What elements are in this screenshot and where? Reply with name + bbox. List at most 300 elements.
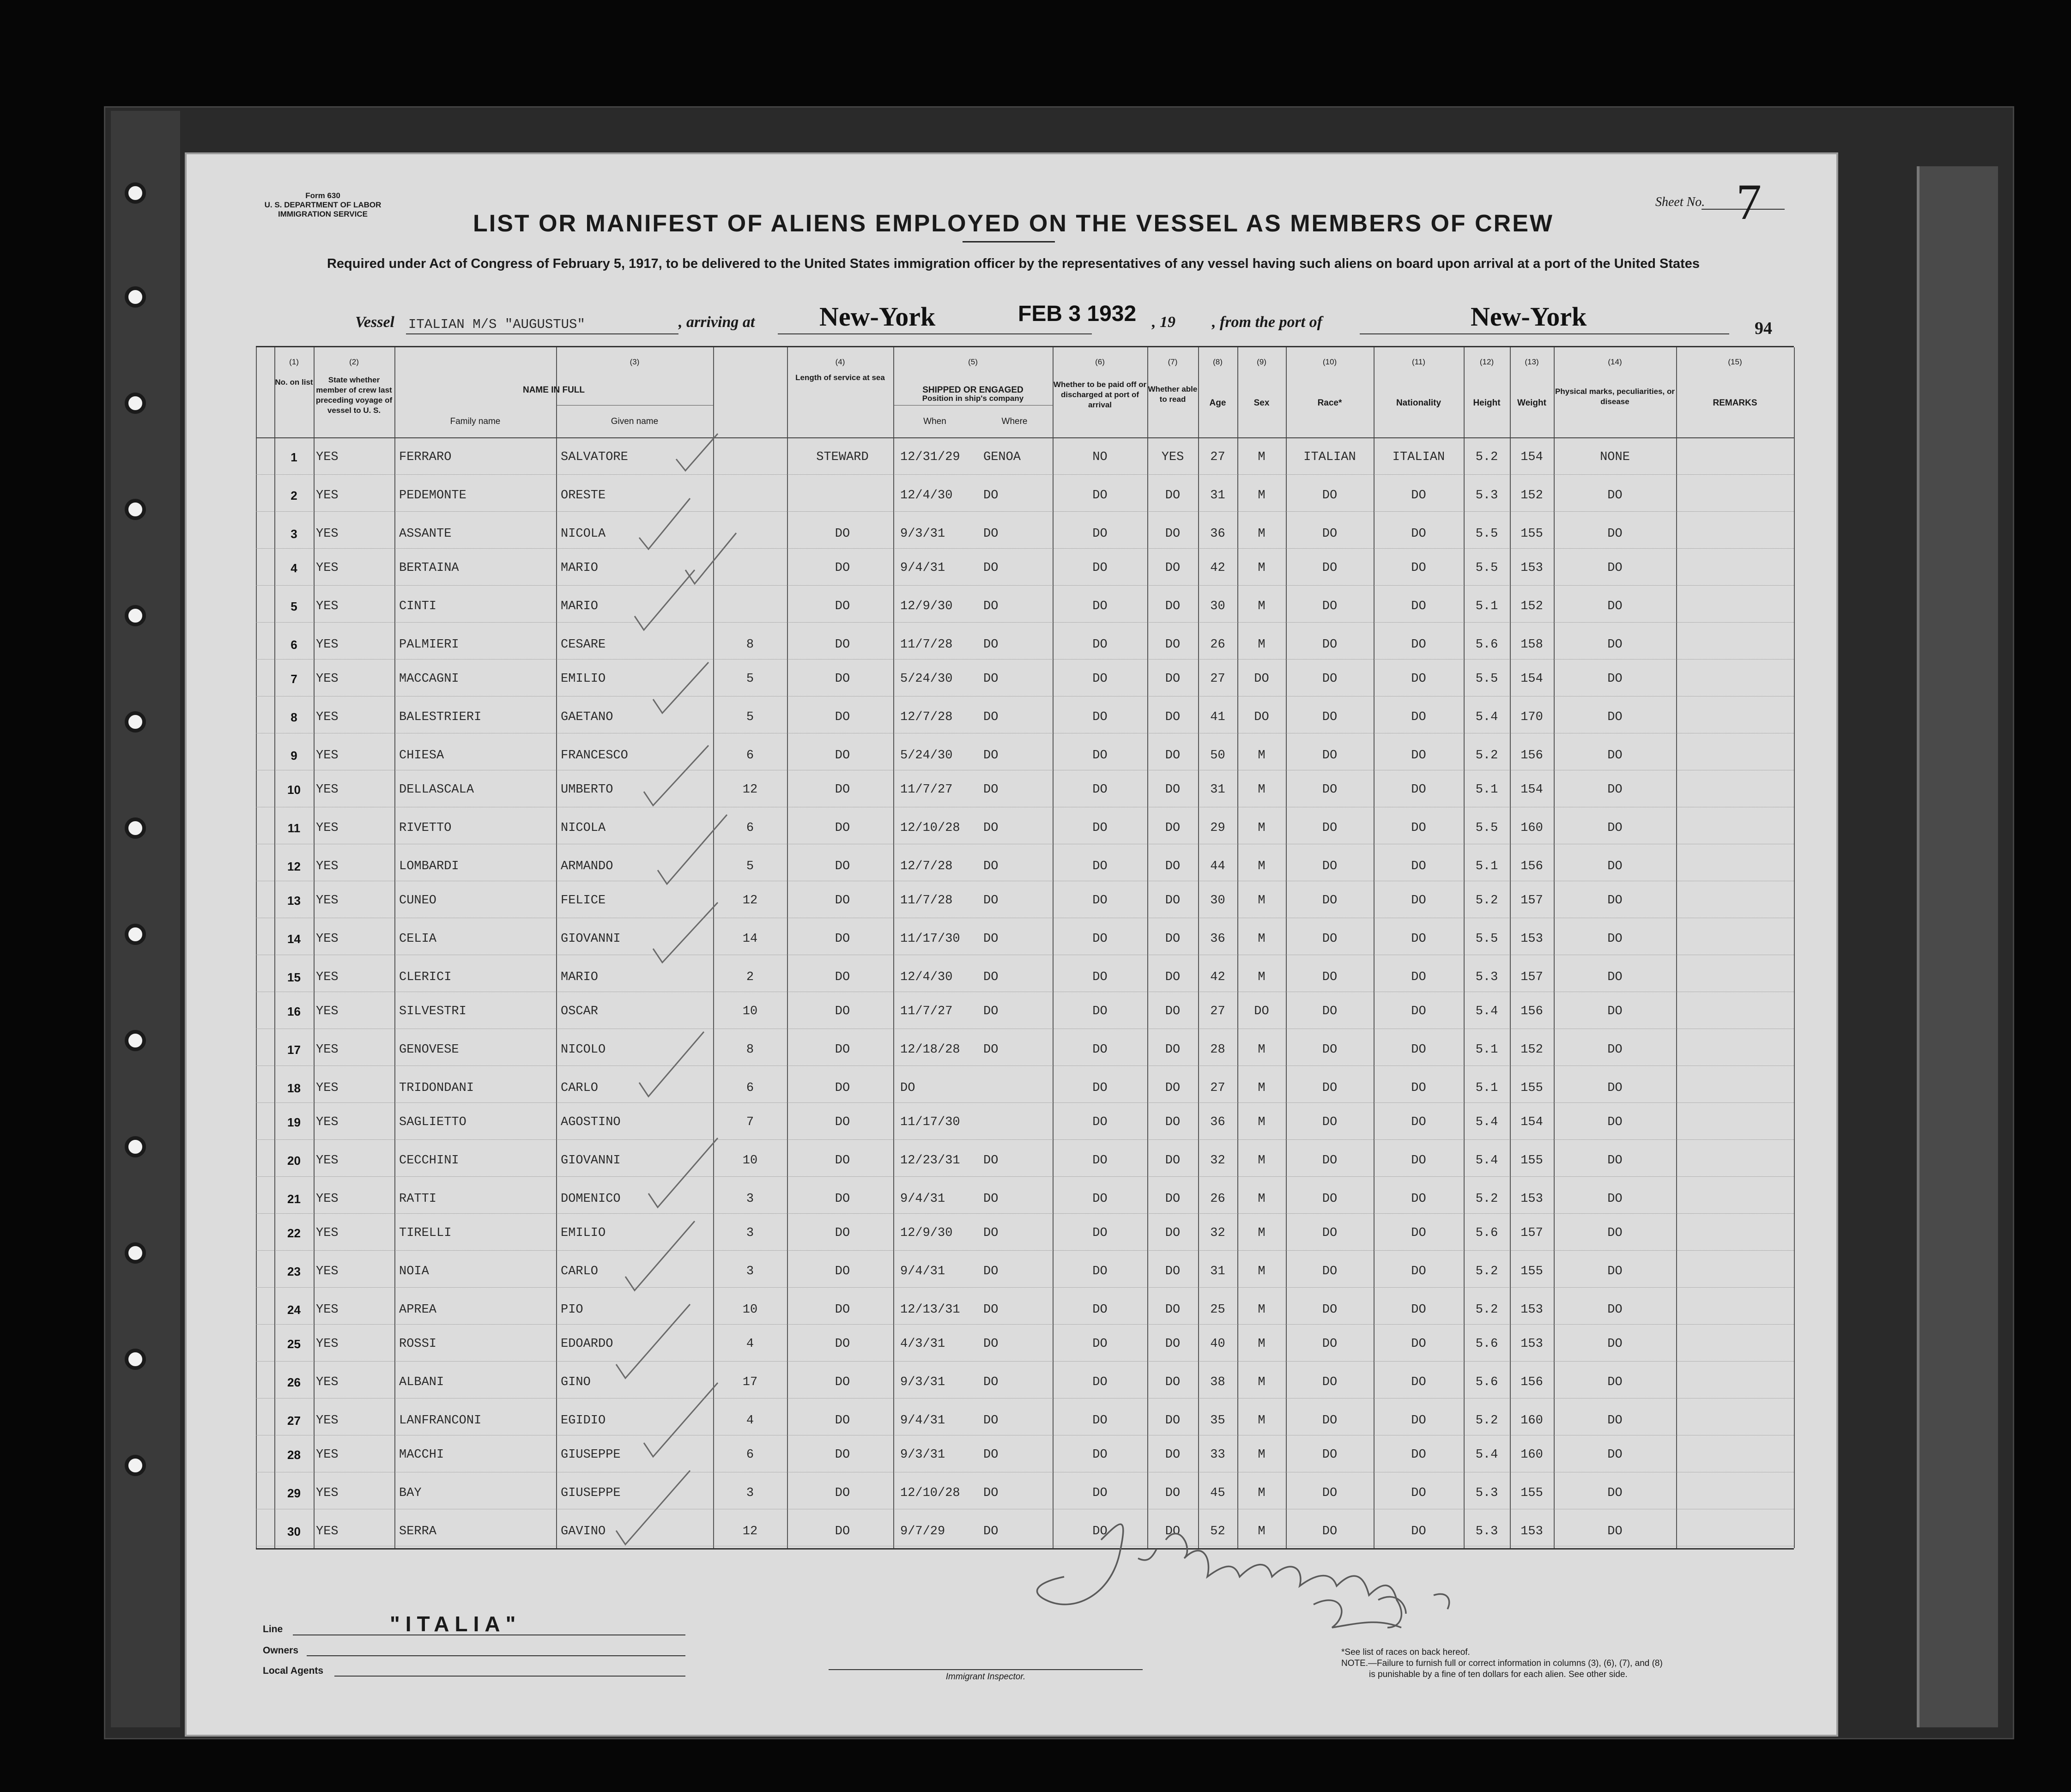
cell-prev: YES <box>316 1414 339 1428</box>
cell-where: DO <box>983 860 999 873</box>
cell-family: ROSSI <box>399 1337 437 1351</box>
cell-service: 12 <box>742 894 758 908</box>
binder-hole <box>125 499 146 520</box>
cell-n: 11 <box>287 821 301 835</box>
cell-where: DO <box>983 821 999 835</box>
cell-n: 9 <box>291 749 297 763</box>
cell-sex: DO <box>1254 1005 1269 1018</box>
cell-race: DO <box>1322 1192 1338 1206</box>
col-number: (9) <box>1257 357 1266 366</box>
cell-n: 4 <box>291 561 297 575</box>
cell-when: DO <box>900 1081 915 1095</box>
cell-when: 12/7/28 <box>900 860 953 873</box>
binder-hole <box>125 817 146 839</box>
cell-weight: 155 <box>1520 527 1543 541</box>
cell-position: DO <box>835 1337 850 1351</box>
cell-prev: YES <box>316 1226 339 1240</box>
cell-service: 5 <box>746 860 754 873</box>
cell-n: 7 <box>291 672 297 686</box>
cell-family: BERTAINA <box>399 561 459 575</box>
cell-nat: DO <box>1411 1081 1426 1095</box>
cell-service: 6 <box>746 1448 754 1462</box>
vessel-name: ITALIAN M/S "AUGUSTUS" <box>408 317 585 332</box>
cell-marks: DO <box>1607 1486 1623 1500</box>
cell-race: DO <box>1322 970 1338 984</box>
cell-prev: YES <box>316 672 339 686</box>
signature-text <box>1064 1581 1179 1597</box>
cell-age: 32 <box>1210 1226 1225 1240</box>
cell-age: 31 <box>1210 489 1225 502</box>
fine-note: NOTE.—Failure to furnish full or correct information in columns (3), (6), (7), and (8) <box>1341 1659 1663 1668</box>
cell-prev: YES <box>316 1337 339 1351</box>
cell-read: DO <box>1165 783 1181 797</box>
cell-position: DO <box>835 783 850 797</box>
cell-age: 27 <box>1210 1081 1225 1095</box>
cell-family: SAGLIETTO <box>399 1115 466 1129</box>
cell-nat: DO <box>1411 783 1426 797</box>
header-position: Position in ship's company <box>922 394 1024 403</box>
cell-prev: YES <box>316 561 339 575</box>
cell-race: DO <box>1322 1226 1338 1240</box>
cell-race: DO <box>1322 749 1338 763</box>
cell-weight: 155 <box>1520 1486 1543 1500</box>
cell-marks: DO <box>1607 749 1623 763</box>
cell-n: 26 <box>287 1375 301 1389</box>
cell-service: 14 <box>742 932 758 946</box>
cell-n: 1 <box>291 450 297 464</box>
cell-position: DO <box>835 970 850 984</box>
cell-marks: DO <box>1607 860 1623 873</box>
cell-when: 11/7/27 <box>900 1005 953 1018</box>
cell-family: FERRARO <box>399 450 452 464</box>
header-remarks: REMARKS <box>1713 398 1757 408</box>
cell-age: 30 <box>1210 894 1225 908</box>
cell-paid: DO <box>1092 489 1108 502</box>
cell-where: DO <box>983 710 999 724</box>
col-number: (12) <box>1479 357 1494 366</box>
cell-position: DO <box>835 1265 850 1278</box>
cell-weight: 156 <box>1520 749 1543 763</box>
cell-sex: M <box>1258 489 1266 502</box>
cell-prev: YES <box>316 527 339 541</box>
cell-read: DO <box>1165 1448 1181 1462</box>
cell-service: 4 <box>746 1337 754 1351</box>
line-value: "ITALIA" <box>390 1612 521 1636</box>
cell-marks: DO <box>1607 932 1623 946</box>
cell-prev: YES <box>316 932 339 946</box>
sheet-no-value: 7 <box>1736 174 1762 230</box>
cell-height: 5.2 <box>1475 749 1498 763</box>
arriving-port: New-York <box>819 302 936 332</box>
cell-age: 26 <box>1210 638 1225 652</box>
cell-n: 2 <box>291 489 297 502</box>
cell-given: OSCAR <box>561 1005 599 1018</box>
cell-service: 5 <box>746 710 754 724</box>
cell-given: EMILIO <box>561 672 606 686</box>
cell-paid: DO <box>1092 1192 1108 1206</box>
cell-marks: DO <box>1607 527 1623 541</box>
cell-height: 5.6 <box>1475 1337 1498 1351</box>
cell-marks: DO <box>1607 1154 1623 1168</box>
cell-n: 28 <box>287 1448 301 1462</box>
cell-position: DO <box>835 1486 850 1500</box>
cell-position: DO <box>835 1525 850 1538</box>
binder-hole <box>125 605 146 626</box>
cell-prev: YES <box>316 1375 339 1389</box>
header-shipped-engaged: SHIPPED OR ENGAGED <box>922 385 1023 395</box>
cell-where: DO <box>983 1525 999 1538</box>
header-when: When <box>923 417 946 426</box>
cell-family: NOIA <box>399 1265 429 1278</box>
cell-paid: DO <box>1092 1486 1108 1500</box>
cell-nat: DO <box>1411 1265 1426 1278</box>
cell-age: 52 <box>1210 1525 1225 1538</box>
cell-when: 12/10/28 <box>900 821 960 835</box>
cell-read: DO <box>1165 1375 1181 1389</box>
cell-paid: DO <box>1092 638 1108 652</box>
check-mark <box>639 1032 704 1096</box>
cell-prev: YES <box>316 599 339 613</box>
cell-where: DO <box>983 599 999 613</box>
cell-nat: DO <box>1411 860 1426 873</box>
cell-position: DO <box>835 1081 850 1095</box>
cell-age: 28 <box>1210 1043 1225 1057</box>
cell-paid: DO <box>1092 599 1108 613</box>
cell-service: 6 <box>746 821 754 835</box>
cell-sex: M <box>1258 1192 1266 1206</box>
cell-family: ASSANTE <box>399 527 452 541</box>
cell-family: PEDEMONTE <box>399 489 466 502</box>
cell-paid: DO <box>1092 1265 1108 1278</box>
cell-height: 5.1 <box>1475 599 1498 613</box>
check-mark <box>639 498 690 549</box>
cell-prev: YES <box>316 489 339 502</box>
cell-n: 30 <box>287 1525 301 1538</box>
cell-service: 5 <box>746 672 754 686</box>
cell-marks: DO <box>1607 1005 1623 1018</box>
header-weight: Weight <box>1517 398 1546 408</box>
cell-read: DO <box>1165 489 1181 502</box>
from-port: New-York <box>1471 302 1587 332</box>
cell-given: NICOLO <box>561 1043 606 1057</box>
cell-n: 17 <box>287 1043 301 1057</box>
cell-height: 5.3 <box>1475 1486 1498 1500</box>
cell-where: DO <box>983 1154 999 1168</box>
cell-marks: DO <box>1607 1115 1623 1129</box>
binder-hole <box>125 1242 146 1264</box>
cell-weight: 154 <box>1520 450 1543 464</box>
cell-given: EGIDIO <box>561 1414 606 1428</box>
cell-when: 5/24/30 <box>900 672 953 686</box>
cell-where: DO <box>983 1043 999 1057</box>
cell-age: 36 <box>1210 1115 1225 1129</box>
cell-family: MACCAGNI <box>399 672 459 686</box>
cell-n: 27 <box>287 1414 301 1428</box>
cell-weight: 156 <box>1520 860 1543 873</box>
cell-read: DO <box>1165 932 1181 946</box>
cell-where: DO <box>983 1192 999 1206</box>
cell-n: 25 <box>287 1337 301 1351</box>
cell-age: 40 <box>1210 1337 1225 1351</box>
cell-n: 23 <box>287 1265 301 1278</box>
cell-race: DO <box>1322 1414 1338 1428</box>
cell-paid: DO <box>1092 970 1108 984</box>
cell-paid: DO <box>1092 1154 1108 1168</box>
col-number: (2) <box>349 357 359 366</box>
cell-service: 4 <box>746 1414 754 1428</box>
cell-where: DO <box>983 1375 999 1389</box>
cell-paid: DO <box>1092 1081 1108 1095</box>
cell-height: 5.5 <box>1475 932 1498 946</box>
check-mark <box>653 902 718 963</box>
cell-nat: DO <box>1411 489 1426 502</box>
cell-prev: YES <box>316 749 339 763</box>
cell-paid: DO <box>1092 710 1108 724</box>
cell-given: GAVINO <box>561 1525 606 1538</box>
cell-read: DO <box>1165 1115 1181 1129</box>
cell-where: DO <box>983 638 999 652</box>
cell-age: 27 <box>1210 672 1225 686</box>
cell-nat: DO <box>1411 1005 1426 1018</box>
cell-weight: 157 <box>1520 1226 1543 1240</box>
cell-where: DO <box>983 561 999 575</box>
cell-given: SALVATORE <box>561 450 628 464</box>
cell-race: DO <box>1322 527 1338 541</box>
col-number: (10) <box>1322 357 1337 366</box>
cell-paid: DO <box>1092 1525 1108 1538</box>
cell-age: 45 <box>1210 1486 1225 1500</box>
header-race: Race* <box>1317 398 1342 408</box>
cell-nat: DO <box>1411 1486 1426 1500</box>
cell-nat: DO <box>1411 1192 1426 1206</box>
cell-when: 12/7/28 <box>900 710 953 724</box>
line-label: Line <box>263 1624 283 1635</box>
cell-paid: NO <box>1092 450 1108 464</box>
cell-race: DO <box>1322 1486 1338 1500</box>
cell-family: SERRA <box>399 1525 437 1538</box>
cell-read: DO <box>1165 749 1181 763</box>
cell-prev: YES <box>316 1081 339 1095</box>
cell-prev: YES <box>316 970 339 984</box>
cell-nat: ITALIAN <box>1392 450 1445 464</box>
cell-given: AGOSTINO <box>561 1115 621 1129</box>
cell-weight: 154 <box>1520 783 1543 797</box>
cell-service: 12 <box>742 1525 758 1538</box>
cell-read: DO <box>1165 561 1181 575</box>
cell-paid: DO <box>1092 1115 1108 1129</box>
cell-race: DO <box>1322 1337 1338 1351</box>
cell-age: 50 <box>1210 749 1225 763</box>
cell-given: GAETANO <box>561 710 613 724</box>
cell-weight: 154 <box>1520 1115 1543 1129</box>
cell-age: 44 <box>1210 860 1225 873</box>
page-title: LIST OR MANIFEST OF ALIENS EMPLOYED ON THE VESSEL AS MEMBERS OF CREW <box>473 210 1554 237</box>
cell-prev: YES <box>316 860 339 873</box>
cell-where: DO <box>983 932 999 946</box>
cell-n: 21 <box>287 1192 301 1206</box>
cell-prev: YES <box>316 1486 339 1500</box>
cell-age: 42 <box>1210 970 1225 984</box>
cell-position: DO <box>835 894 850 908</box>
cell-race: DO <box>1322 932 1338 946</box>
cell-height: 5.5 <box>1475 527 1498 541</box>
cell-marks: DO <box>1607 1375 1623 1389</box>
cell-service: 17 <box>742 1375 758 1389</box>
binder-hole <box>125 182 146 204</box>
cell-n: 20 <box>287 1154 301 1168</box>
cell-where: DO <box>983 749 999 763</box>
cell-read: DO <box>1165 672 1181 686</box>
cell-weight: 153 <box>1520 1192 1543 1206</box>
cell-paid: DO <box>1092 1337 1108 1351</box>
header-physical-marks: Physical marks, peculiarities, or disease <box>1555 387 1675 406</box>
cell-weight: 153 <box>1520 1303 1543 1317</box>
cell-marks: DO <box>1607 1525 1623 1538</box>
cell-weight: 153 <box>1520 561 1543 575</box>
cell-n: 19 <box>287 1115 301 1129</box>
year-label: , 19 <box>1152 314 1175 331</box>
cell-where: DO <box>983 783 999 797</box>
cell-n: 5 <box>291 599 297 613</box>
cell-where: DO <box>983 1005 999 1018</box>
cell-paid: DO <box>1092 821 1108 835</box>
cell-weight: 152 <box>1520 489 1543 502</box>
cell-where: GENOA <box>983 450 1021 464</box>
cell-weight: 153 <box>1520 1337 1543 1351</box>
check-mark <box>658 815 727 884</box>
cell-height: 5.5 <box>1475 672 1498 686</box>
cell-weight: 157 <box>1520 894 1543 908</box>
check-mark <box>616 1471 690 1544</box>
cell-position: DO <box>835 1192 850 1206</box>
cell-read: DO <box>1165 1486 1181 1500</box>
cell-given: CARLO <box>561 1265 599 1278</box>
cell-nat: DO <box>1411 527 1426 541</box>
cell-marks: DO <box>1607 599 1623 613</box>
cell-position: DO <box>835 1043 850 1057</box>
cell-read: DO <box>1165 1192 1181 1206</box>
cell-marks: DO <box>1607 1226 1623 1240</box>
cell-age: 27 <box>1210 450 1225 464</box>
cell-given: MARIO <box>561 561 599 575</box>
cell-race: DO <box>1322 561 1338 575</box>
cell-sex: M <box>1258 599 1266 613</box>
cell-when: 11/17/30 <box>900 932 960 946</box>
cell-given: UMBERTO <box>561 783 613 797</box>
cell-where: DO <box>983 970 999 984</box>
cell-family: PALMIERI <box>399 638 459 652</box>
manifest-sheet <box>185 152 1838 1737</box>
cell-given: EMILIO <box>561 1226 606 1240</box>
inspector-label: Immigrant Inspector. <box>945 1672 1026 1682</box>
cell-sex: M <box>1258 450 1266 464</box>
cell-given: GIOVANNI <box>561 932 621 946</box>
cell-prev: YES <box>316 1005 339 1018</box>
cell-n: 22 <box>287 1226 301 1240</box>
cell-read: YES <box>1161 450 1184 464</box>
cell-when: 11/7/27 <box>900 783 953 797</box>
cell-weight: 156 <box>1520 1375 1543 1389</box>
cell-position: STEWARD <box>816 450 869 464</box>
cell-family: RIVETTO <box>399 821 452 835</box>
header-paid-off: Whether to be paid off or discharged at port of arrival <box>1053 380 1147 409</box>
cell-position: DO <box>835 1005 850 1018</box>
cell-given: FRANCESCO <box>561 749 628 763</box>
col-number: (13) <box>1525 357 1539 366</box>
check-mark <box>616 1304 690 1378</box>
form-service: IMMIGRATION SERVICE <box>278 210 368 218</box>
local-agents-label: Local Agents <box>263 1665 324 1676</box>
cell-when: 12/18/28 <box>900 1043 960 1057</box>
owners-label: Owners <box>263 1645 299 1656</box>
cell-paid: DO <box>1092 894 1108 908</box>
binder-hole <box>125 286 146 308</box>
cell-marks: DO <box>1607 970 1623 984</box>
cell-position: DO <box>835 1414 850 1428</box>
cell-n: 15 <box>287 970 301 984</box>
cell-nat: DO <box>1411 1375 1426 1389</box>
cell-family: CINTI <box>399 599 437 613</box>
arriving-label: , arriving at <box>678 314 755 331</box>
check-mark <box>648 1138 718 1207</box>
cell-nat: DO <box>1411 821 1426 835</box>
cell-height: 5.2 <box>1475 1303 1498 1317</box>
cell-sex: M <box>1258 1265 1266 1278</box>
cell-weight: 153 <box>1520 932 1543 946</box>
cell-when: 12/10/28 <box>900 1486 960 1500</box>
header-length-of-service: Length of service at sea <box>795 373 885 382</box>
cell-prev: YES <box>316 450 339 464</box>
cell-given: ORESTE <box>561 489 606 502</box>
cell-weight: 157 <box>1520 970 1543 984</box>
cell-where: DO <box>983 489 999 502</box>
cell-service: 8 <box>746 1043 754 1057</box>
cell-read: DO <box>1165 860 1181 873</box>
cell-given: PIO <box>561 1303 583 1317</box>
cell-height: 5.1 <box>1475 783 1498 797</box>
cell-nat: DO <box>1411 710 1426 724</box>
cell-marks: DO <box>1607 638 1623 652</box>
page-subtitle: Required under Act of Congress of February 5, 1917, to be delivered to the United States immigration officer by the representatives of any vessel having such aliens on board upon arrival at a port of the United States <box>327 256 1700 271</box>
cell-position: DO <box>835 599 850 613</box>
header-age: Age <box>1209 398 1226 408</box>
cell-sex: M <box>1258 561 1266 575</box>
cell-when: 12/4/30 <box>900 489 953 502</box>
cell-prev: YES <box>316 1265 339 1278</box>
cell-height: 5.2 <box>1475 894 1498 908</box>
cell-prev: YES <box>316 1115 339 1129</box>
vessel-label: Vessel <box>355 314 394 331</box>
cell-nat: DO <box>1411 599 1426 613</box>
cell-sex: M <box>1258 1337 1266 1351</box>
sheet-no-label: Sheet No. <box>1655 195 1705 209</box>
cell-when: 12/31/29 <box>900 450 960 464</box>
cell-position: DO <box>835 821 850 835</box>
cell-height: 5.3 <box>1475 489 1498 502</box>
cell-nat: DO <box>1411 1115 1426 1129</box>
cell-given: GINO <box>561 1375 591 1389</box>
binder-hole <box>125 1349 146 1370</box>
form-department: U. S. DEPARTMENT OF LABOR <box>264 200 382 209</box>
cell-marks: DO <box>1607 1265 1623 1278</box>
cell-prev: YES <box>316 894 339 908</box>
cell-marks: NONE <box>1600 450 1630 464</box>
header-family-name: Family name <box>450 417 501 426</box>
cell-paid: DO <box>1092 1226 1108 1240</box>
cell-height: 5.6 <box>1475 1375 1498 1389</box>
cell-nat: DO <box>1411 1154 1426 1168</box>
cell-age: 29 <box>1210 821 1225 835</box>
